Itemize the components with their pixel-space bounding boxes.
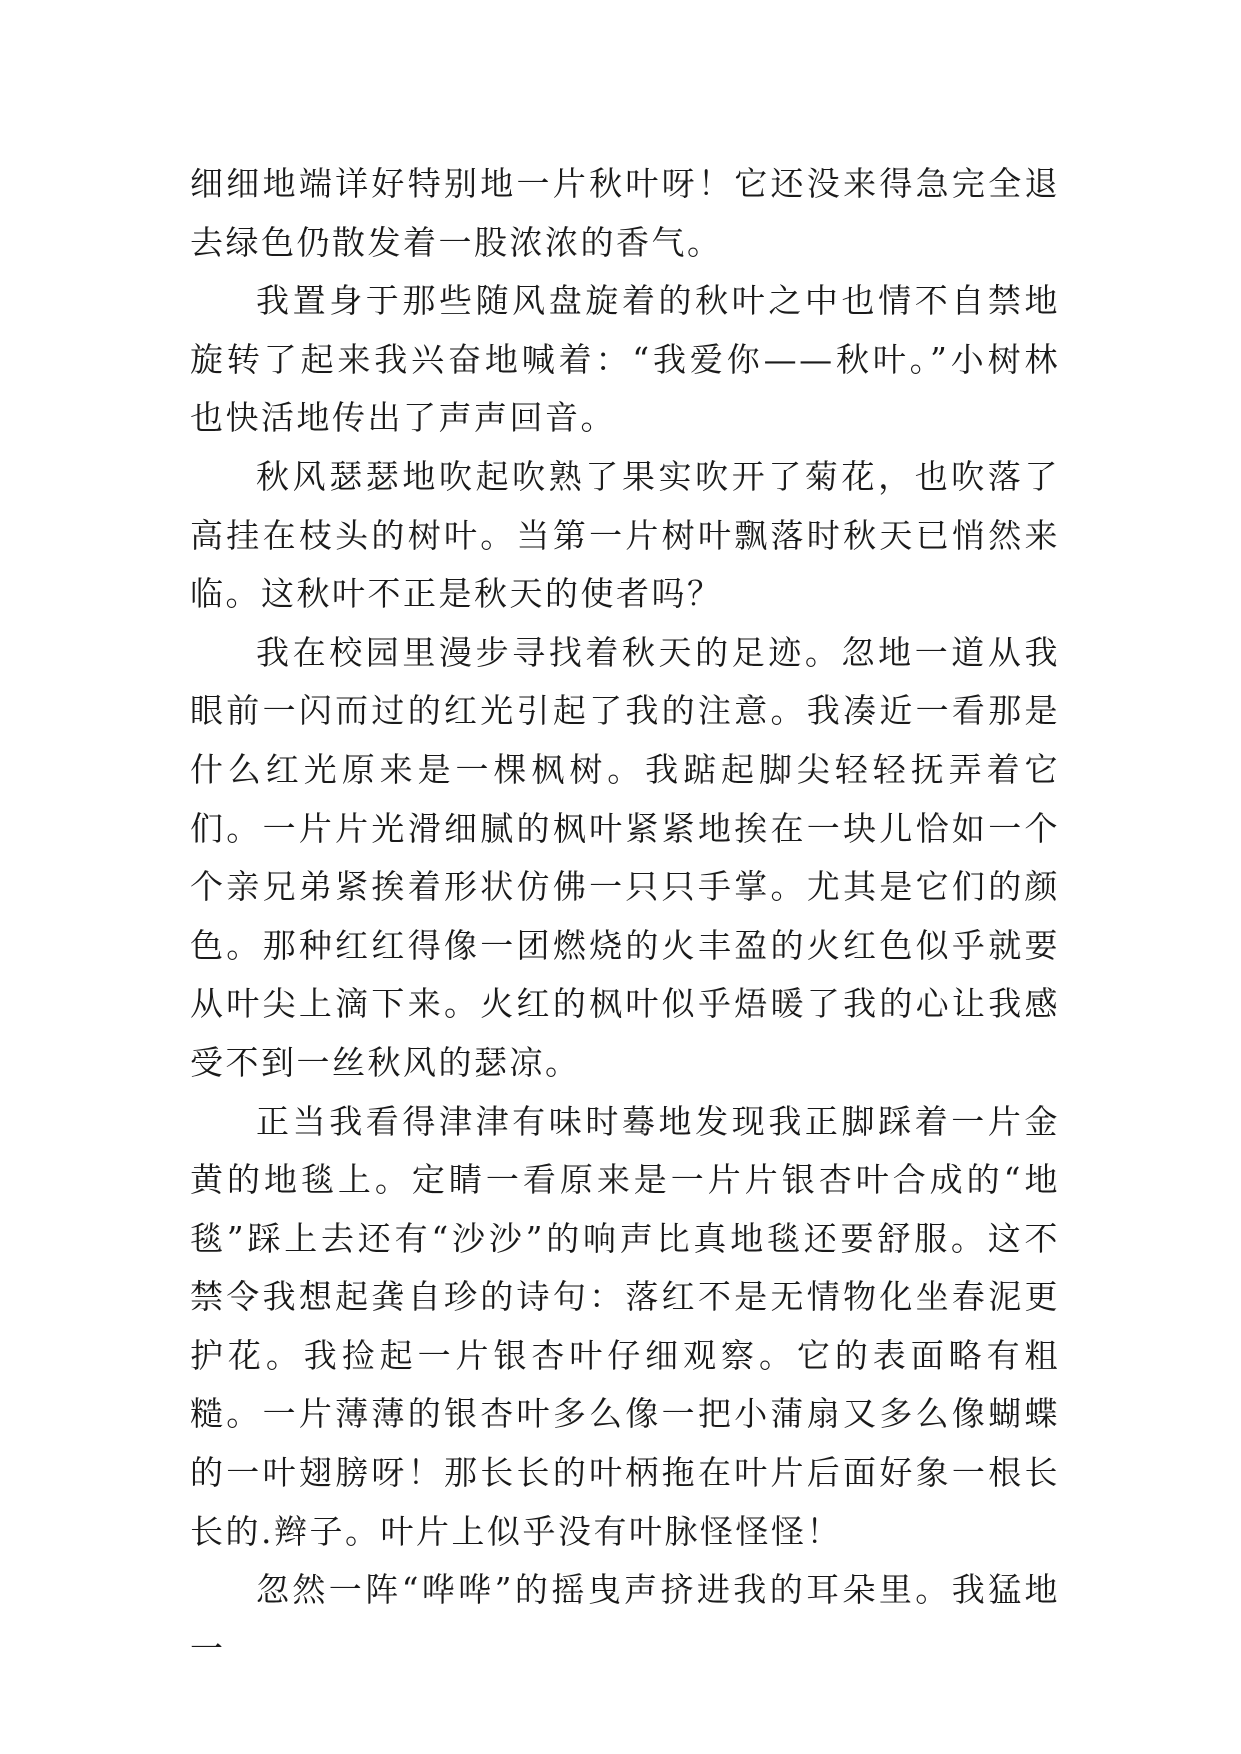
paragraph-4: 我在校园里漫步寻找着秋天的足迹。忽地一道从我眼前一闪而过的红光引起了我的注意。我凑近一看那是什么红光原来是一棵枫树。我踮起脚尖轻轻抚弄着它们。一片片光滑细腻的枫叶紧紧地挨在一块儿恰如一个个亲兄弟紧挨着形状仿佛一只只手掌。尤其是它们的颜色。那种红红得像一团燃烧的火丰盈的火红色似乎就要从叶尖上滴下来。火红的枫叶似乎焐暖了我的心让我感受不到一丝秋风的瑟凉。: [190, 632, 1060, 1082]
paragraph-1: 细细地端详好特别地一片秋叶呀！它还没来得急完全退去绿色仍散发着一股浓浓的香气。: [190, 164, 1060, 262]
paragraph-6: 忽然一阵“哗哗”的摇曳声挤进我的耳朵里。我猛地一: [190, 1570, 1060, 1668]
paragraph-3: 秋风瑟瑟地吹起吹熟了果实吹开了菊花，也吹落了高挂在枝头的树叶。当第一片树叶飘落时秋天已悄然来临。这秋叶不正是秋天的使者吗？: [190, 456, 1060, 614]
document-body: [190, 155, 1060, 1678]
paragraph-2: 我置身于那些随风盘旋着的秋叶之中也情不自禁地旋转了起来我兴奋地喊着：“我爱你——秋叶。”小树林也快活地传出了声声回音。: [190, 281, 1060, 438]
paragraph-5: 正当我看得津津有味时蓦地发现我正脚踩着一片金黄的地毯上。定睛一看原来是一片片银杏叶合成的“地毯”踩上去还有“沙沙”的响声比真地毯还要舒服。这不禁令我想起龚自珍的诗句：落红不是无情物化坐春泥更护花。我捡起一片银杏叶仔细观察。它的表面略有粗糙。一片薄薄的银杏叶多么像一把小蒲扇又多么像蝴蝶的一叶翅膀呀！那长长的叶柄拖在叶片后面好象一根长长的.辫子。叶片上似乎没有叶脉怪怪怪！: [190, 1101, 1060, 1551]
